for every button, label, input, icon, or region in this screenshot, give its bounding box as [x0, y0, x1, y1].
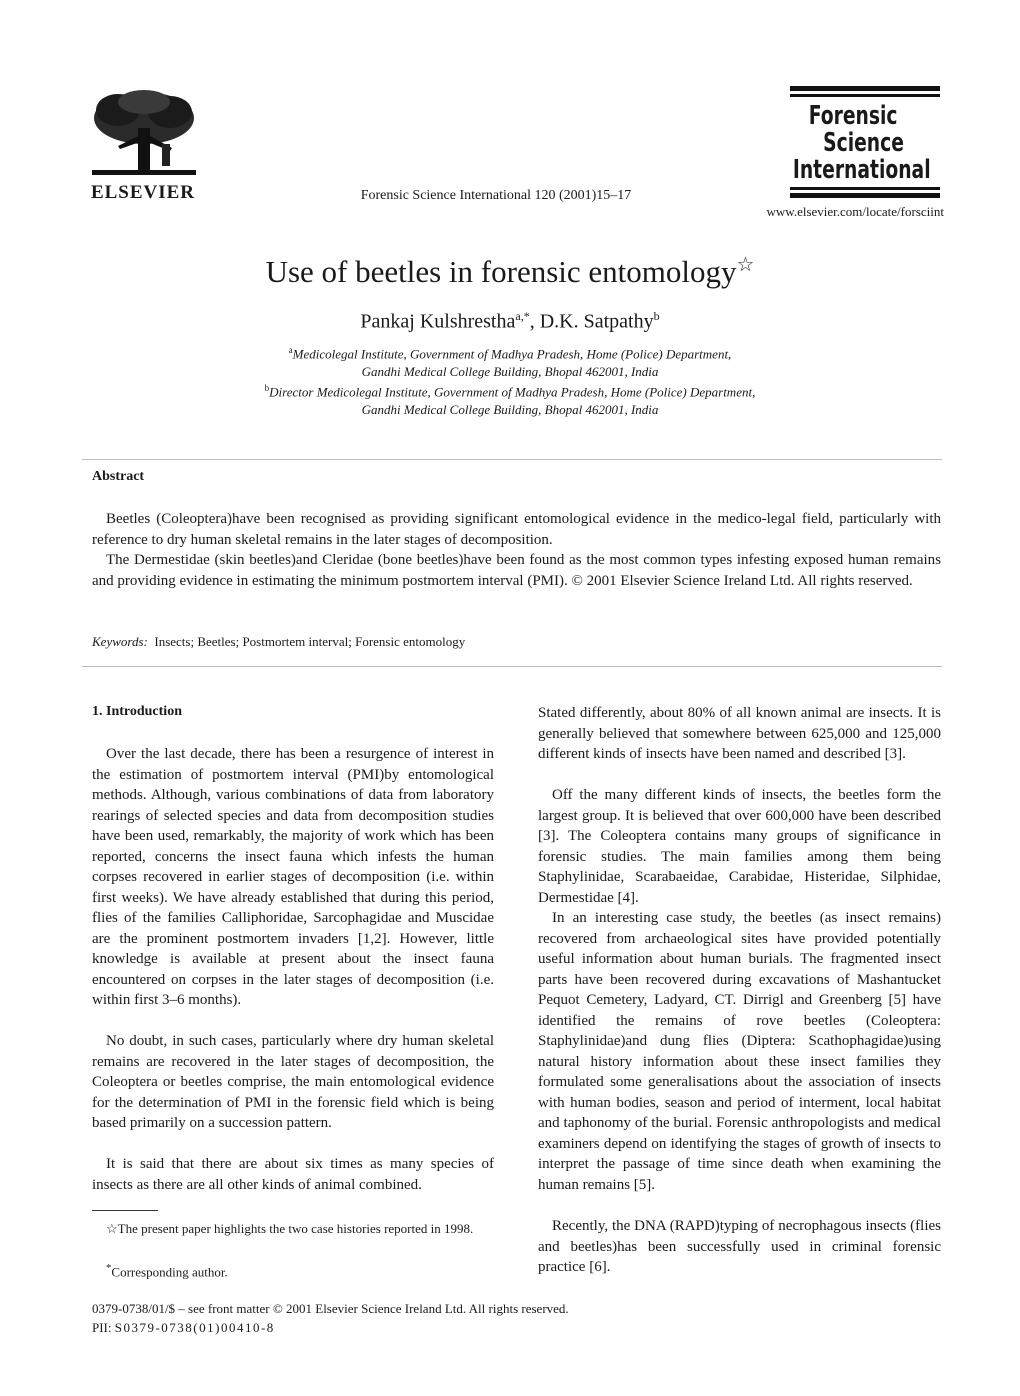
copyright-line: 0379-0738/01/$ – see front matter © 2001 Elsevier Science Ireland Ltd. All rights reserved.	[92, 1301, 569, 1316]
author-2-affiliation-mark: b	[653, 309, 660, 323]
journal-logo-line-2: Science	[823, 128, 904, 158]
author-2[interactable]: D.K. Satpathy	[539, 310, 654, 333]
right-paragraph-3: In an interesting case study, the beetles (as insect remains) recovered from archaeological sites have provided potentially useful information about human burials. The fragmented insect parts have been recovered during excavations of Mashantucket Pequot Cemetery, Ladyard, CT. Dirrigl and Greenberg [5] have identified the remains of rove beetles (Coleoptera: Staphylinidae)and dung flies (Diptera: Scathophagidae)using natural history information about these insect families they formulated some generalisations about the association of insects with human bodies, season and period of interment, local habitat and taphonomy of the burial. Forensic anthropologists and medical examiners depend on identifying the stages of growth of insects to interpret the passage of time since death when examining the human remains [5].	[538, 910, 941, 1193]
footnote-2-mark: *	[106, 1262, 112, 1274]
abstract-paragraph-1: Beetles (Coleoptera)have been recognised as providing significant entomological evidence in the medico-legal field, particularly with reference to dry human skeletal remains in the later stages of decomposition.	[92, 511, 941, 548]
title-star-icon: ☆	[736, 254, 755, 276]
author-list	[60, 309, 960, 334]
affiliation-a-line-2: Gandhi Medical College Building, Bhopal 462001, India	[361, 364, 659, 379]
pii-line	[92, 1320, 275, 1336]
affiliation-b-label: b	[264, 383, 270, 393]
section-heading: 1. Introduction	[92, 704, 182, 719]
affiliation-b-line-1	[60, 383, 960, 400]
right-paragraph-1: Stated differently, about 80% of all known animal are insects. It is generally believed that somewhere between 625,000 and 125,000 different kinds of insects have been named and described [3].	[538, 705, 941, 762]
keywords-label: Keywords:	[92, 634, 148, 649]
divider-bottom	[82, 666, 942, 667]
left-paragraph-3: It is said that there are about six times as many species of insects as there are all other kinds of animal combined.	[92, 1156, 494, 1193]
article-title	[60, 254, 960, 290]
footnote-1	[92, 1219, 494, 1238]
right-paragraph-4: Recently, the DNA (RAPD)typing of necrophagous insects (flies and beetles)has been successfully used in criminal forensic practice [6].	[538, 1218, 941, 1275]
pii-label: PII:	[92, 1320, 112, 1335]
affiliation-a-label: a	[288, 345, 293, 355]
keywords-text: Insects; Beetles; Postmortem interval; Forensic entomology	[154, 634, 466, 649]
affiliation-b-line-2: Gandhi Medical College Building, Bhopal 462001, India	[361, 402, 659, 417]
elsevier-tree-logo-icon	[88, 88, 200, 180]
pii-value: S0379-0738(01)00410-8	[114, 1320, 275, 1335]
publisher-wordmark: ELSEVIER	[90, 182, 196, 203]
footnote-2	[92, 1259, 494, 1281]
journal-url[interactable]: www.elsevier.com/locate/forsciint	[766, 204, 944, 219]
journal-logo-line-1: Forensic	[808, 101, 898, 131]
journal-logo-line-3: International	[792, 155, 931, 185]
footnote-star-icon: ☆	[106, 1221, 118, 1236]
affiliation-a-text-1: Medicolegal Institute, Government of Madhya Pradesh, Home (Police) Department,	[292, 346, 732, 362]
author-1[interactable]: Pankaj Kulshrestha	[360, 310, 516, 333]
author-separator: ,	[529, 310, 540, 333]
keywords	[92, 634, 465, 650]
footnote-1-text: The present paper highlights the two case histories reported in 1998.	[117, 1221, 474, 1236]
right-paragraph-2: Off the many different kinds of insects, the beetles form the largest group. It is believed that over 600,000 have been described [3]. The Coleoptera contains many groups of significance in forensic studies. The main families among them being Staphylinidae, Scarabaeidae, Carabidae, Histeridae, Silphidae, Dermestidae [4].	[538, 787, 941, 906]
affiliation-b-text-1: Director Medicolegal Institute, Government of Madhya Pradesh, Home (Police) Department,	[269, 384, 756, 400]
divider-top	[82, 459, 942, 460]
journal-citation: Forensic Science International 120 (2001)15–17	[360, 188, 632, 203]
author-1-affiliation-mark: a,*	[515, 309, 530, 323]
journal-logo	[790, 86, 940, 198]
abstract-paragraph-2: The Dermestidae (skin beetles)and Cleridae (bone beetles)have been found as the most common types infesting exposed human remains and providing evidence in estimating the minimum postmortem interval (PMI). © 2001 Elsevier Science Ireland Ltd. All rights reserved.	[92, 552, 941, 589]
abstract-heading: Abstract	[92, 469, 145, 484]
footnote-rule	[92, 1210, 158, 1211]
left-paragraph-1: Over the last decade, there has been a resurgence of interest in the estimation of postmortem interval (PMI)by entomological methods. Although, various combinations of data from laboratory rearings of selected species and data from decomposition studies have been used, remarkably, the majority of work which has been reported, concerns the insect fauna which infests the human corpses recovered in earlier stages of decomposition (i.e. within first weeks). We have already established that during this period, flies of the families Calliphoridae, Sarcophagidae and Muscidae are the prominent postmortem invaders [1,2]. However, little knowledge is available at present about the insect fauna encountered on corpses in the later stages of decomposition (i.e. within first 3–6 months).	[92, 746, 494, 1008]
left-paragraph-2: No doubt, in such cases, particularly where dry human skeletal remains are recovered in the later stages of decomposition, the Coleoptera or beetles comprise, the main entomological evidence for the determination of PMI in the forensic field which is being based primarily on a succession pattern.	[92, 1033, 494, 1131]
article-title-text: Use of beetles in forensic entomology	[265, 254, 737, 289]
affiliation-a-line-1	[60, 345, 960, 362]
footnote-2-text: Corresponding author.	[111, 1264, 228, 1280]
